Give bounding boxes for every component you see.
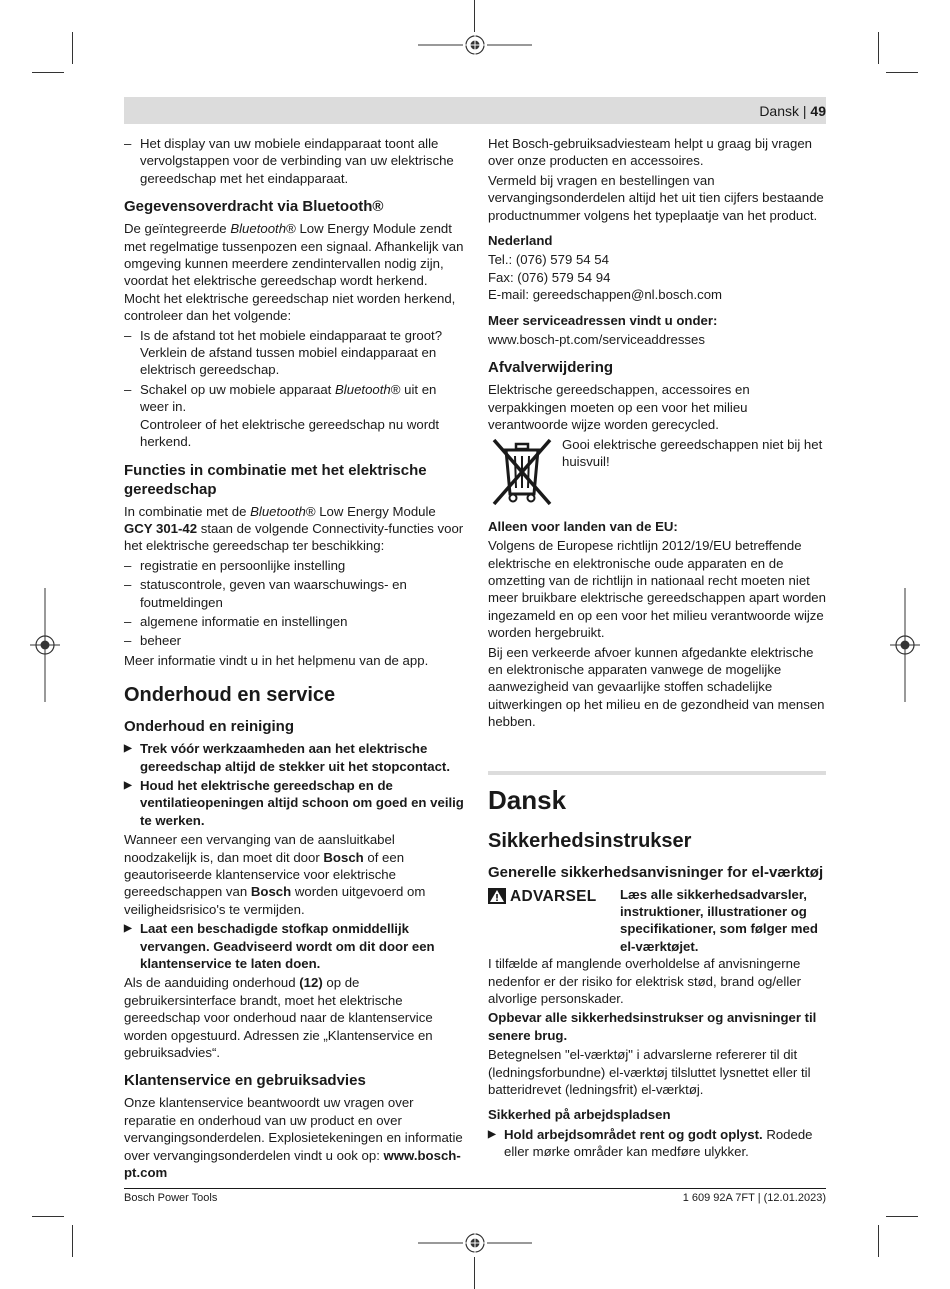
crop-mark [474,0,475,32]
header-bar [124,97,826,124]
crop-mark [886,1216,918,1217]
phone-number: Tel.: (076) 579 54 54 [488,252,609,268]
crop-mark [878,1225,879,1257]
paragraph: I tilfælde af manglende overholdelse af anvisningerne nedenfor er der risiko for elektrisk stød, brand og/eller alvorlige personskader. [488,956,801,1006]
right-column [488,135,826,1163]
service-addresses-link[interactable]: www.bosch-pt.com/serviceaddresses [488,332,705,348]
warning-label: ADVARSEL [510,887,597,905]
crop-mark [474,1257,475,1289]
list-item: – Schakel op uw mobiele apparaat Bluetooth® uit en weer in. Controleer of het elektrische gereedschap nu wordt herkend. [124,381,440,450]
weee-notice: Gooi elektrische gereedschappen niet bij het huisvuil! [488,436,826,508]
list-item: – algemene informatie en instellingen [124,613,348,629]
instruction-item: ▶ Houd het elektrische gereedschap en de ventilatieopeningen altijd schoon om goed en veilig te werken. [124,777,464,828]
crop-mark [72,1225,73,1257]
crop-mark [32,72,64,73]
section-title-service: Onderhoud en service [124,684,336,707]
list-item: – beheer [124,633,182,649]
paragraph-bold: Opbevar alle sikkerhedsinstrukser og anvisninger til senere brug. [488,1010,817,1043]
email-address[interactable]: E-mail: gereedschappen@nl.bosch.com [488,287,723,303]
warning-triangle-icon [488,888,506,904]
section-title-safety: Sikkerhedsinstrukser [488,829,692,852]
paragraph: Bij een verkeerde afvoer kunnen afgedankte elektrische en elektronische apparaten vanwege de mogelijke aanwezigheid van gevaarlijke stoffen schadelijke uitwerkingen op het milieu en de gezondheid van mensen hebben. [488,644,825,730]
paragraph: Betegnelsen "el-værktøj" i advarslerne refererer til dit (ledningsforbundne) el-værktøj tilsluttet lysnettet eller til batteridrevet (ledningsfrit) el-værktøj. [488,1047,811,1098]
warning-badge [488,886,608,956]
fax-number: Fax: (076) 579 54 94 [488,269,611,285]
footer-doc-number: 1 609 92A 7FT | (12.01.2023) [682,1192,826,1204]
list-item: – statuscontrole, geven van waarschuwings- en foutmeldingen [124,577,407,610]
paragraph: De geïntegreerde Bluetooth® Low Energy Module zendt met regelmatige tussenpozen een signaal. Afhankelijk van omgeving kunnen meerdere zendintervallen nodig zijn, voordat het elektrische gereedschap wordt herkend. Mocht het elektrische gereedschap niet worden herkend, controleer dan het volgende: [124,221,464,324]
section-heading-general-safety: Generelle sikkerhedsanvisninger for el-værktøj [488,863,824,881]
website-link[interactable]: www.bosch-pt.com [124,1147,461,1181]
paragraph: Meer informatie vindt u in het helpmenu van de app. [124,652,429,668]
paragraph: Het Bosch-gebruiksadviesteam helpt u graag bij vragen over onze producten en accessoires. [488,136,813,169]
footer-brand: Bosch Power Tools [124,1192,218,1204]
section-heading-bluetooth: Gegevensoverdracht via Bluetooth® [124,198,384,216]
instruction-item: ▶ Trek vóór werkzaamheden aan het elektrische gereedschap altijd de stekker uit het stopcontact. [124,741,450,774]
paragraph: Volgens de Europese richtlijn 2012/19/EU betreffende elektrische en elektronische oude apparaten en de omzetting van de richtlijn in nationaal recht moeten niet meer bruikbare elektrische gereedschappen apart worden ingezameld en op een voor het milieu verantwoorde wijze worden hergebruikt. [488,538,826,641]
country-heading: Nederland [488,233,553,249]
paragraph: Elektrische gereedschappen, accessoires en verpakkingen moeten op een voor het milieu verantwoorde wijze worden gerecycled. [488,382,750,433]
crop-mark [32,1216,64,1217]
list-item: – registratie en persoonlijke instelling [124,557,346,573]
crop-mark [886,72,918,73]
registration-mark-right [890,588,920,702]
language-separator [488,771,826,775]
page-header-label [759,102,826,120]
registration-mark-top [418,30,532,60]
header-separator: | [802,103,807,119]
workplace-heading: Sikkerhed på arbejdspladsen [488,1107,671,1123]
paragraph: Als de aanduiding onderhoud (12) op de gebruikersinterface brandt, moet het elektrische gereedschap voor onderhoud naar de klantenservice worden opgestuurd. Adressen zie „Klantenservice en gebruiksadvies“. [124,975,433,1061]
section-heading-customer-service: Klantenservice en gebruiksadvies [124,1072,366,1090]
paragraph: Onze klantenservice beantwoordt uw vragen over reparatie en onderhoud van uw product en over vervangingsonderdelen. Explosietekeningen en informatie over vervangingsonderdelen vindt u ook op: www.bosch-pt.com [124,1095,463,1181]
paragraph: In combinatie met de Bluetooth® Low Energy Module GCY 301-42 staan de volgende Connectivity-functies voor het elektrische gereedschap ter beschikking: [124,503,464,554]
list-item: – Het display van uw mobiele eindapparaat toont alle vervolgstappen voor de verbinding van uw elektrische gereedschap met het eindapparaat. [124,136,454,186]
paragraph: Wanneer een vervanging van de aansluitkabel noodzakelijk is, dan moet dit door Bosch of een geautoriseerde klantenservice voor elektrische gereedschappen van Bosch worden uitgevoerd om veiligheidsrisico's te vermijden. [124,832,426,917]
registration-mark-left [30,588,60,702]
paragraph: Vermeld bij vragen en bestellingen van vervangingsonderdelen altijd het uit tien cijfers bestaande productnummer volgens het typeplaatje van het product. [488,172,824,223]
list-item: – Is de afstand tot het mobiele eindapparaat te groot? Verklein de afstand tussen mobiel eindapparaat en elektrisch gereedschap. [124,327,443,378]
crop-mark [878,32,879,64]
instruction-item: ▶ Laat een beschadigde stofkap onmiddellijk vervangen. Geadviseerd wordt om dit door een klantenservice te laten doen. [124,921,435,972]
eu-heading: Alleen voor landen van de EU: [488,518,678,534]
language-title: Dansk [488,784,567,815]
page-number: 49 [810,103,826,119]
registration-mark-bottom [418,1228,532,1258]
footer-rule [124,1188,826,1189]
instruction-item: ▶ Hold arbejdsområdet rent og godt oplyst. Rodede eller mørke områder kan medføre ulykker. [488,1126,813,1160]
crop-mark [72,32,73,64]
section-heading-functions: Functies in combinatie met het elektrische gereedschap [124,461,427,498]
section-heading-maintenance: Onderhoud en reiniging [124,718,294,736]
left-column [124,135,464,1184]
warning-block: ADVARSEL Læs alle sikkerhedsadvarsler, instruktioner, illustrationer og specifikationer, som følger med el-værktøjet. [488,886,826,956]
more-addresses-heading: Meer serviceadressen vindt u onder: [488,312,718,328]
crossed-bin-icon [488,436,556,508]
header-section: Dansk [759,103,799,119]
section-heading-disposal: Afvalverwijdering [488,359,614,377]
